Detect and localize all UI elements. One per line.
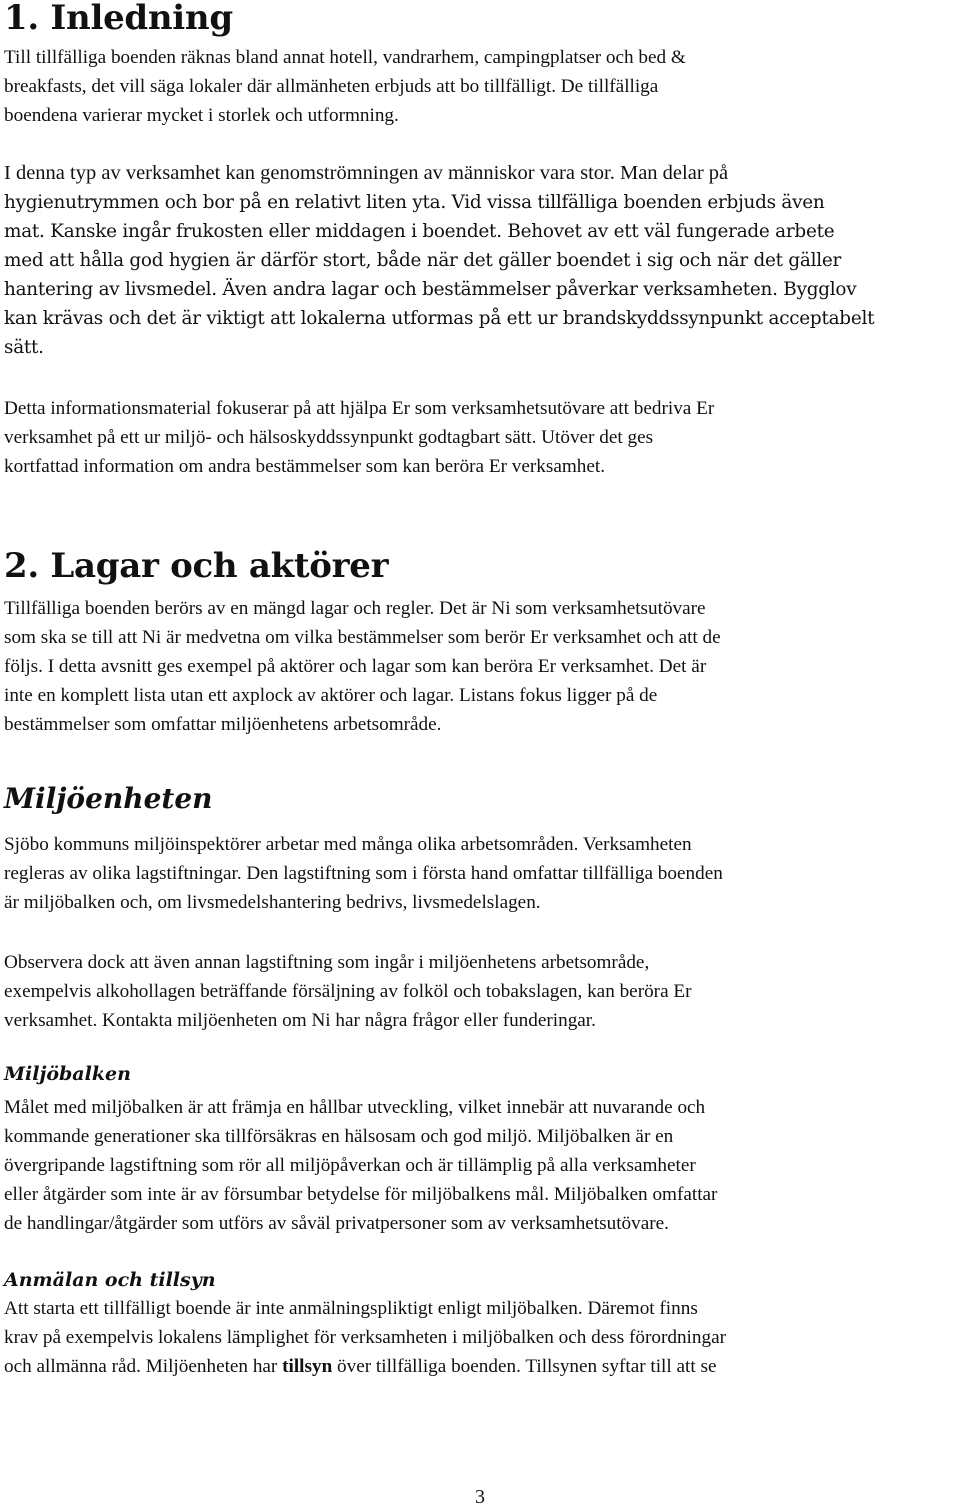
paragraph-line: kan krävas och det är viktigt att lokalerna utformas på ett ur brandskyddssynpunkt acceptabelt (4, 308, 875, 329)
paragraph-line: Tillfälliga boenden berörs av en mängd lagar och regler. Det är Ni som verksamhetsutövare (4, 598, 706, 619)
paragraph-line: Till tillfälliga boenden räknas bland annat hotell, vandrarhem, campingplatser och bed & (4, 47, 686, 68)
paragraph-line: verksamhet. Kontakta miljöenheten om Ni har några frågor eller funderingar. (4, 1010, 596, 1031)
paragraph-line: är miljöbalken och, om livsmedelshantering bedrivs, livsmedelslagen. (4, 892, 541, 913)
paragraph-line: inte en komplett lista utan ett axplock av aktörer och lagar. Listans fokus ligger på de (4, 685, 658, 706)
paragraph-line-tillsyn (4, 1352, 959, 1381)
text-run: över tillfälliga boenden. Tillsynen syftar till att se (332, 1356, 717, 1377)
paragraph-line: verksamhet på ett ur miljö- och hälsoskyddssynpunkt godtagbart sätt. Utöver det ges (4, 427, 654, 448)
paragraph-line: de handlingar/åtgärder som utförs av såväl privatpersoner som av verksamhetsutövare. (4, 1213, 669, 1234)
paragraph-line: Sjöbo kommuns miljöinspektörer arbetar med många olika arbetsområden. Verksamheten (4, 834, 692, 855)
paragraph-line: Observera dock att även annan lagstiftning som ingår i miljöenhetens arbetsområde, (4, 952, 650, 973)
heading-miljobalken: Miljöbalken (4, 1063, 131, 1085)
paragraph-line: eller åtgärder som inte är av försumbar betydelse för miljöbalkens mål. Miljöbalken omfattar (4, 1184, 718, 1205)
heading-inledning: 1. Inledning (4, 0, 233, 38)
paragraph-line: övergripande lagstiftning som rör all miljöpåverkan och är tillämplig på alla verksamheter (4, 1155, 696, 1176)
paragraph-line: mat. Kanske ingår frukosten eller middagen i boendet. Behovet av ett väl fungerade arbete (4, 221, 835, 242)
paragraph-line: kommande generationer ska tillförsäkras en hälsosam och god miljö. Miljöbalken är en (4, 1126, 674, 1147)
page-number: 3 (475, 1486, 485, 1508)
paragraph-lagar (4, 594, 959, 739)
paragraph-intro (4, 43, 959, 130)
paragraph-line: Att starta ett tillfälligt boende är inte anmälningspliktigt enligt miljöbalken. Däremot finns (4, 1298, 698, 1319)
paragraph-line: I denna typ av verksamhet kan genomströmningen av människor vara stor. Man delar på (4, 162, 729, 184)
paragraph-line: med att hålla god hygien är därför stort, både när det gäller boendet i sig och när det gäller (4, 250, 842, 271)
paragraph-line: breakfasts, det vill säga lokaler där allmänheten erbjuds att bo tillfälligt. De tillfälliga (4, 76, 659, 97)
paragraph-line: regleras av olika lagstiftningar. Den lagstiftning som i första hand omfattar tillfälliga boenden (4, 863, 723, 884)
paragraph-line: hygienutrymmen och bor på en relativt liten yta. Vid vissa tillfälliga boenden erbjuds även (4, 192, 825, 213)
paragraph-observera (4, 948, 959, 1035)
emphasis-tillsyn: tillsyn (282, 1356, 333, 1377)
paragraph-line: exempelvis alkohollagen beträffande försäljning av folköl och tobakslagen, kan beröra Er (4, 981, 692, 1002)
heading-lagar-och-aktorer: 2. Lagar och aktörer (4, 546, 389, 586)
paragraph-line: boendena varierar mycket i storlek och utformning. (4, 105, 399, 126)
paragraph-line: bestämmelser som omfattar miljöenhetens arbetsområde. (4, 714, 442, 735)
paragraph-line: följs. I detta avsnitt ges exempel på aktörer och lagar som kan beröra Er verksamhet. Det är (4, 656, 707, 677)
paragraph-line: Målet med miljöbalken är att främja en hållbar utveckling, vilket innebär att nuvarande och (4, 1097, 706, 1118)
heading-miljoenheten: Miljöenheten (4, 782, 213, 815)
paragraph-miljoenheten (4, 830, 959, 917)
paragraph-line: sätt. (4, 337, 44, 358)
paragraph-anmalan (4, 1294, 959, 1381)
paragraph-miljobalken (4, 1093, 959, 1238)
paragraph-line: hantering av livsmedel. Även andra lagar och bestämmelser påverkar verksamheten. Bygglov (4, 279, 857, 300)
paragraph-line: som ska se till att Ni är medvetna om vilka bestämmelser som berör Er verksamhet och att de (4, 627, 721, 648)
paragraph-line: kortfattad information om andra bestämmelser som kan beröra Er verksamhet. (4, 456, 606, 477)
paragraph-line: krav på exempelvis lokalens lämplighet för verksamheten i miljöbalken och dess förordningar (4, 1327, 726, 1348)
text-run: och allmänna råd. Miljöenheten har (4, 1356, 283, 1377)
paragraph-informationsmaterial (4, 394, 959, 481)
heading-anmalan-och-tillsyn: Anmälan och tillsyn (4, 1269, 216, 1291)
paragraph-verksamhet (4, 159, 959, 362)
paragraph-line: Detta informationsmaterial fokuserar på att hjälpa Er som verksamhetsutövare att bedriva Er (4, 398, 715, 419)
